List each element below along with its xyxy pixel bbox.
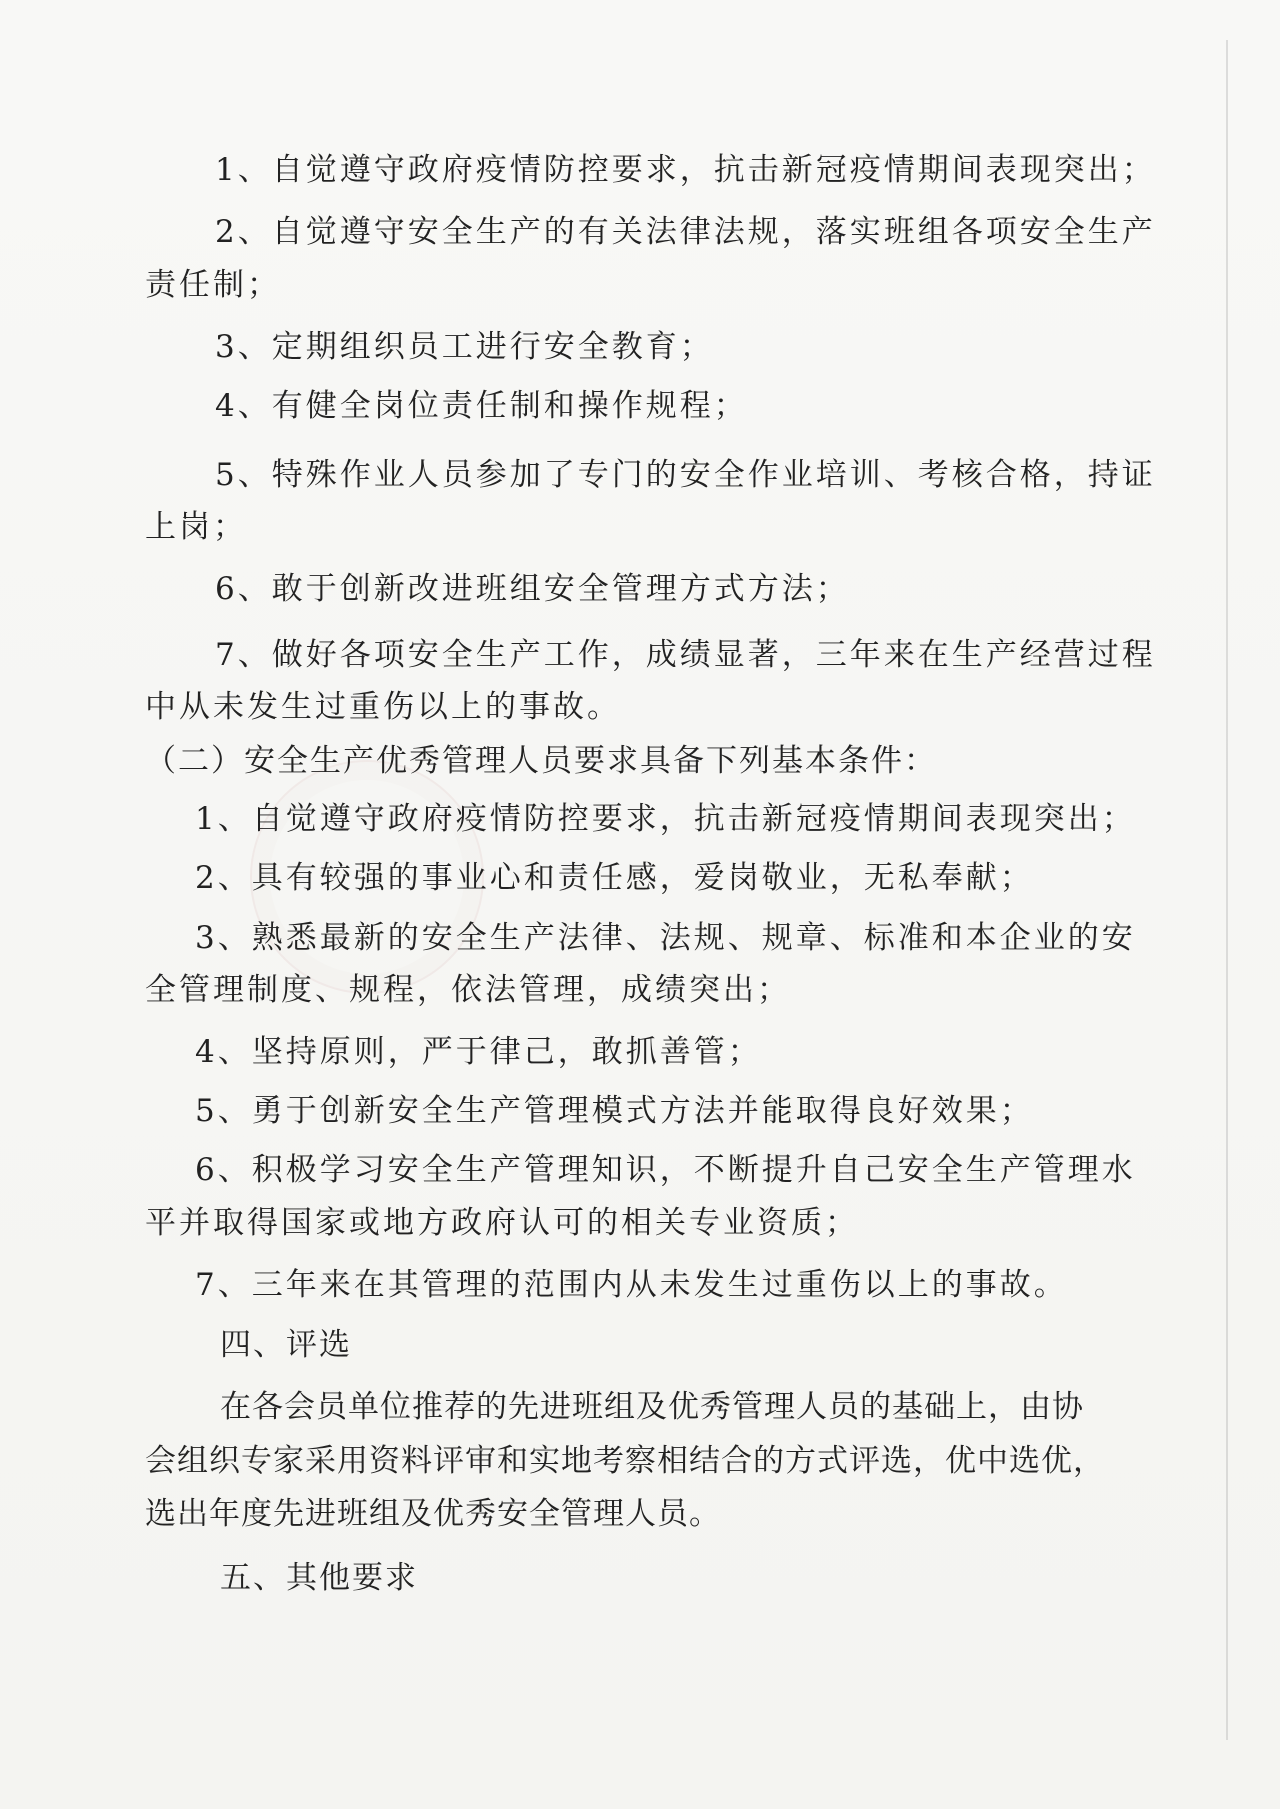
manager-criteria-line-4: 4、坚持原则，严于律己，敢抓善管；	[195, 1034, 762, 1070]
criteria-line-2-continued: 责任制；	[145, 267, 281, 303]
manager-criteria-line-1: 1、自觉遵守政府疫情防控要求，抗击新冠疫情期间表现突出；	[195, 801, 1136, 837]
criteria-line-3: 3、定期组织员工进行安全教育；	[215, 329, 714, 365]
scan-edge-shadow	[1226, 40, 1228, 1740]
criteria-line-1: 1、自觉遵守政府疫情防控要求，抗击新冠疫情期间表现突出；	[215, 152, 1156, 188]
criteria-line-7-continued: 中从未发生过重伤以上的事故。	[145, 689, 621, 725]
section-heading-other-requirements: 五、其他要求	[220, 1560, 418, 1596]
manager-criteria-line-6-continued: 平并取得国家或地方政府认可的相关专业资质；	[145, 1205, 859, 1241]
selection-paragraph-line-1: 在各会员单位推荐的先进班组及优秀管理人员的基础上，由协	[220, 1389, 1084, 1425]
manager-criteria-line-3-continued: 全管理制度、规程，依法管理，成绩突出；	[145, 972, 791, 1008]
manager-criteria-line-3: 3、熟悉最新的安全生产法律、法规、规章、标准和本企业的安	[195, 920, 1136, 956]
manager-criteria-line-2: 2、具有较强的事业心和责任感，爱岗敬业，无私奉献；	[195, 860, 1034, 896]
criteria-line-7: 7、做好各项安全生产工作，成绩显著，三年来在生产经营过程	[215, 637, 1156, 673]
selection-paragraph-line-2: 会组织专家采用资料评审和实地考察相结合的方式评选，优中选优，	[145, 1443, 1105, 1479]
criteria-line-6: 6、敢于创新改进班组安全管理方式方法；	[215, 571, 850, 607]
manager-criteria-line-7: 7、三年来在其管理的范围内从未发生过重伤以上的事故。	[195, 1267, 1068, 1303]
section-heading-selection: 四、评选	[220, 1327, 352, 1363]
criteria-line-5-continued: 上岗；	[145, 509, 247, 545]
criteria-line-5: 5、特殊作业人员参加了专门的安全作业培训、考核合格，持证	[215, 457, 1156, 493]
criteria-line-4: 4、有健全岗位责任制和操作规程；	[215, 388, 748, 424]
criteria-line-2: 2、自觉遵守安全生产的有关法律法规，落实班组各项安全生产	[215, 214, 1156, 250]
selection-paragraph-line-3: 选出年度先进班组及优秀安全管理人员。	[145, 1496, 721, 1532]
manager-criteria-line-5: 5、勇于创新安全生产管理模式方法并能取得良好效果；	[195, 1093, 1034, 1129]
section-heading-excellent-managers: （二）安全生产优秀管理人员要求具备下列基本条件：	[145, 743, 937, 779]
manager-criteria-line-6: 6、积极学习安全生产管理知识，不断提升自己安全生产管理水	[195, 1152, 1136, 1188]
